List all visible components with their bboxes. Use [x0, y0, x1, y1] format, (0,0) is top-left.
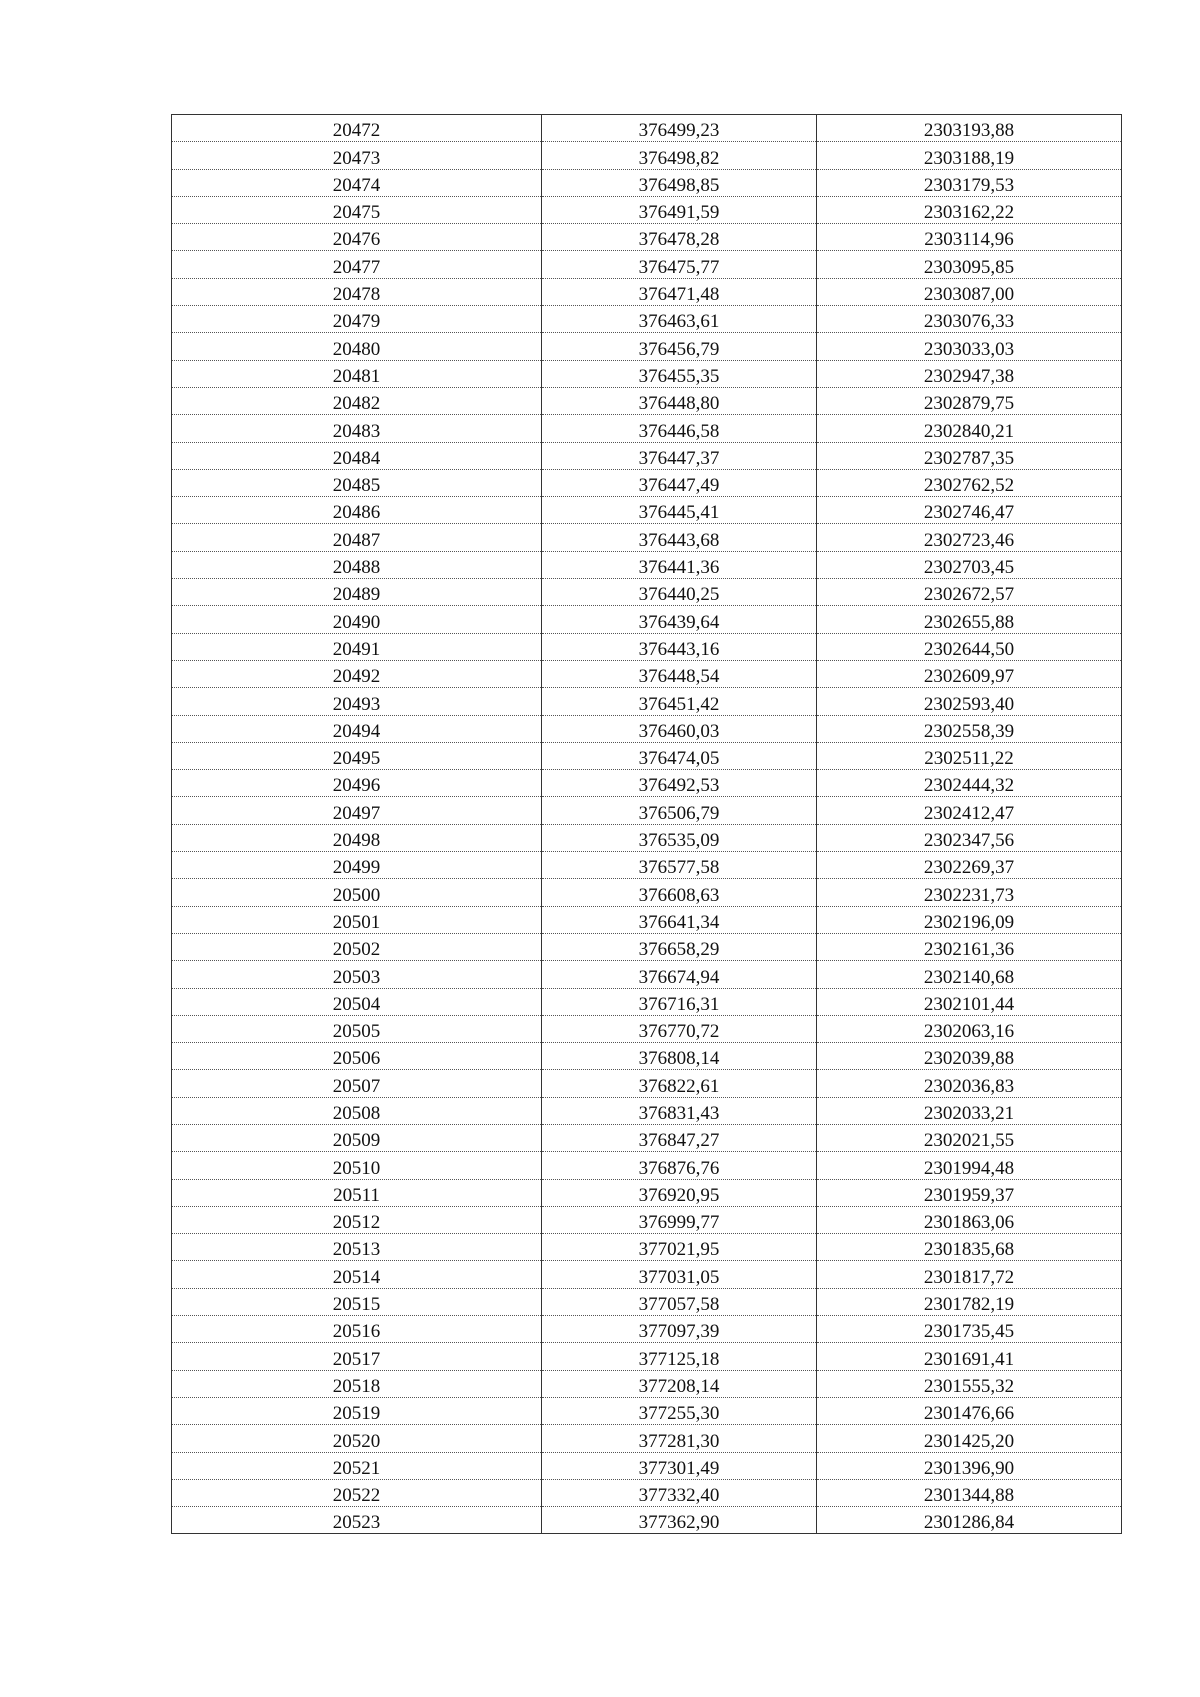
table-row [172, 415, 1122, 442]
x-coordinate-cell: 376440,25 [542, 579, 817, 606]
table-row [172, 1015, 1122, 1042]
x-coordinate-cell: 376439,64 [542, 606, 817, 633]
point-number-cell: 20522 [172, 1479, 542, 1506]
y-coordinate-cell: 2302347,56 [817, 824, 1122, 851]
point-number-cell: 20476 [172, 224, 542, 251]
y-coordinate-cell: 2302746,47 [817, 497, 1122, 524]
y-coordinate-cell: 2301555,32 [817, 1370, 1122, 1397]
x-coordinate-cell: 376847,27 [542, 1124, 817, 1151]
point-number-cell: 20509 [172, 1124, 542, 1151]
y-coordinate-cell: 2302140,68 [817, 961, 1122, 988]
point-number-cell: 20513 [172, 1234, 542, 1261]
y-coordinate-cell: 2302593,40 [817, 688, 1122, 715]
table-row [172, 906, 1122, 933]
x-coordinate-cell: 377031,05 [542, 1261, 817, 1288]
table-row [172, 1370, 1122, 1397]
y-coordinate-cell: 2301476,66 [817, 1397, 1122, 1424]
point-number-cell: 20489 [172, 579, 542, 606]
point-number-cell: 20480 [172, 333, 542, 360]
point-number-cell: 20519 [172, 1397, 542, 1424]
x-coordinate-cell: 376674,94 [542, 961, 817, 988]
point-number-cell: 20478 [172, 278, 542, 305]
y-coordinate-cell: 2301817,72 [817, 1261, 1122, 1288]
table-row [172, 524, 1122, 551]
x-coordinate-cell: 376577,58 [542, 852, 817, 879]
x-coordinate-cell: 376474,05 [542, 742, 817, 769]
table-row [172, 306, 1122, 333]
point-number-cell: 20473 [172, 142, 542, 169]
point-number-cell: 20483 [172, 415, 542, 442]
y-coordinate-cell: 2301425,20 [817, 1425, 1122, 1452]
table-row [172, 879, 1122, 906]
table-row [172, 115, 1122, 142]
table-row [172, 852, 1122, 879]
y-coordinate-cell: 2301735,45 [817, 1316, 1122, 1343]
table-row [172, 278, 1122, 305]
y-coordinate-cell: 2302161,36 [817, 933, 1122, 960]
table-row [172, 251, 1122, 278]
point-number-cell: 20510 [172, 1152, 542, 1179]
point-number-cell: 20490 [172, 606, 542, 633]
table-row [172, 715, 1122, 742]
x-coordinate-cell: 376658,29 [542, 933, 817, 960]
point-number-cell: 20505 [172, 1015, 542, 1042]
y-coordinate-cell: 2302762,52 [817, 469, 1122, 496]
x-coordinate-cell: 377362,90 [542, 1507, 817, 1534]
table-row [172, 1316, 1122, 1343]
point-number-cell: 20484 [172, 442, 542, 469]
y-coordinate-cell: 2302947,38 [817, 360, 1122, 387]
y-coordinate-cell: 2302269,37 [817, 852, 1122, 879]
y-coordinate-cell: 2302787,35 [817, 442, 1122, 469]
table-row [172, 1070, 1122, 1097]
x-coordinate-cell: 376641,34 [542, 906, 817, 933]
x-coordinate-cell: 376770,72 [542, 1015, 817, 1042]
point-number-cell: 20504 [172, 988, 542, 1015]
table-row [172, 933, 1122, 960]
point-number-cell: 20514 [172, 1261, 542, 1288]
x-coordinate-cell: 376443,16 [542, 633, 817, 660]
y-coordinate-cell: 2302196,09 [817, 906, 1122, 933]
y-coordinate-cell: 2301344,88 [817, 1479, 1122, 1506]
y-coordinate-cell: 2302644,50 [817, 633, 1122, 660]
x-coordinate-cell: 376831,43 [542, 1097, 817, 1124]
y-coordinate-cell: 2301959,37 [817, 1179, 1122, 1206]
x-coordinate-cell: 376478,28 [542, 224, 817, 251]
x-coordinate-cell: 376446,58 [542, 415, 817, 442]
x-coordinate-cell: 377301,49 [542, 1452, 817, 1479]
point-number-cell: 20517 [172, 1343, 542, 1370]
point-number-cell: 20474 [172, 169, 542, 196]
table-row [172, 824, 1122, 851]
y-coordinate-cell: 2303193,88 [817, 115, 1122, 142]
table-row [172, 333, 1122, 360]
x-coordinate-cell: 377097,39 [542, 1316, 817, 1343]
table-row [172, 606, 1122, 633]
point-number-cell: 20482 [172, 387, 542, 414]
x-coordinate-cell: 376492,53 [542, 770, 817, 797]
point-number-cell: 20512 [172, 1206, 542, 1233]
table-row [172, 1206, 1122, 1233]
y-coordinate-cell: 2302879,75 [817, 387, 1122, 414]
y-coordinate-cell: 2302101,44 [817, 988, 1122, 1015]
coordinates-table-body [172, 115, 1122, 1534]
point-number-cell: 20501 [172, 906, 542, 933]
point-number-cell: 20508 [172, 1097, 542, 1124]
y-coordinate-cell: 2302723,46 [817, 524, 1122, 551]
table-row [172, 742, 1122, 769]
x-coordinate-cell: 376506,79 [542, 797, 817, 824]
y-coordinate-cell: 2302703,45 [817, 551, 1122, 578]
table-row [172, 442, 1122, 469]
table-row [172, 551, 1122, 578]
point-number-cell: 20475 [172, 196, 542, 223]
x-coordinate-cell: 376463,61 [542, 306, 817, 333]
point-number-cell: 20493 [172, 688, 542, 715]
x-coordinate-cell: 376443,68 [542, 524, 817, 551]
point-number-cell: 20492 [172, 660, 542, 687]
y-coordinate-cell: 2302021,55 [817, 1124, 1122, 1151]
table-row [172, 387, 1122, 414]
table-row [172, 1179, 1122, 1206]
point-number-cell: 20496 [172, 770, 542, 797]
x-coordinate-cell: 376471,48 [542, 278, 817, 305]
y-coordinate-cell: 2302412,47 [817, 797, 1122, 824]
table-row [172, 797, 1122, 824]
x-coordinate-cell: 376447,49 [542, 469, 817, 496]
x-coordinate-cell: 377125,18 [542, 1343, 817, 1370]
x-coordinate-cell: 376460,03 [542, 715, 817, 742]
point-number-cell: 20503 [172, 961, 542, 988]
x-coordinate-cell: 376535,09 [542, 824, 817, 851]
x-coordinate-cell: 376448,80 [542, 387, 817, 414]
coordinates-table [171, 114, 1122, 1534]
point-number-cell: 20479 [172, 306, 542, 333]
table-row [172, 1261, 1122, 1288]
x-coordinate-cell: 376445,41 [542, 497, 817, 524]
y-coordinate-cell: 2303188,19 [817, 142, 1122, 169]
point-number-cell: 20491 [172, 633, 542, 660]
y-coordinate-cell: 2303162,22 [817, 196, 1122, 223]
table-row [172, 142, 1122, 169]
table-row [172, 1124, 1122, 1151]
y-coordinate-cell: 2301286,84 [817, 1507, 1122, 1534]
table-row [172, 196, 1122, 223]
y-coordinate-cell: 2302840,21 [817, 415, 1122, 442]
table-row [172, 1343, 1122, 1370]
x-coordinate-cell: 376456,79 [542, 333, 817, 360]
table-row [172, 1288, 1122, 1315]
point-number-cell: 20523 [172, 1507, 542, 1534]
y-coordinate-cell: 2303076,33 [817, 306, 1122, 333]
y-coordinate-cell: 2303033,03 [817, 333, 1122, 360]
table-row [172, 1152, 1122, 1179]
point-number-cell: 20481 [172, 360, 542, 387]
x-coordinate-cell: 376920,95 [542, 1179, 817, 1206]
y-coordinate-cell: 2301994,48 [817, 1152, 1122, 1179]
table-row [172, 469, 1122, 496]
point-number-cell: 20486 [172, 497, 542, 524]
y-coordinate-cell: 2302655,88 [817, 606, 1122, 633]
point-number-cell: 20500 [172, 879, 542, 906]
y-coordinate-cell: 2302033,21 [817, 1097, 1122, 1124]
point-number-cell: 20497 [172, 797, 542, 824]
table-row [172, 1043, 1122, 1070]
point-number-cell: 20494 [172, 715, 542, 742]
table-row [172, 497, 1122, 524]
table-row [172, 224, 1122, 251]
x-coordinate-cell: 376448,54 [542, 660, 817, 687]
y-coordinate-cell: 2303095,85 [817, 251, 1122, 278]
table-row [172, 1425, 1122, 1452]
table-row [172, 169, 1122, 196]
x-coordinate-cell: 377281,30 [542, 1425, 817, 1452]
point-number-cell: 20518 [172, 1370, 542, 1397]
y-coordinate-cell: 2302672,57 [817, 579, 1122, 606]
table-row [172, 1479, 1122, 1506]
x-coordinate-cell: 376999,77 [542, 1206, 817, 1233]
point-number-cell: 20477 [172, 251, 542, 278]
table-row [172, 660, 1122, 687]
y-coordinate-cell: 2302609,97 [817, 660, 1122, 687]
x-coordinate-cell: 377332,40 [542, 1479, 817, 1506]
y-coordinate-cell: 2301782,19 [817, 1288, 1122, 1315]
y-coordinate-cell: 2301863,06 [817, 1206, 1122, 1233]
table-row [172, 633, 1122, 660]
x-coordinate-cell: 376491,59 [542, 196, 817, 223]
table-row [172, 1397, 1122, 1424]
x-coordinate-cell: 377021,95 [542, 1234, 817, 1261]
x-coordinate-cell: 376498,85 [542, 169, 817, 196]
x-coordinate-cell: 377255,30 [542, 1397, 817, 1424]
table-row [172, 360, 1122, 387]
table-row [172, 1234, 1122, 1261]
point-number-cell: 20502 [172, 933, 542, 960]
x-coordinate-cell: 376447,37 [542, 442, 817, 469]
point-number-cell: 20495 [172, 742, 542, 769]
y-coordinate-cell: 2302511,22 [817, 742, 1122, 769]
x-coordinate-cell: 376475,77 [542, 251, 817, 278]
x-coordinate-cell: 376499,23 [542, 115, 817, 142]
table-row [172, 770, 1122, 797]
y-coordinate-cell: 2302063,16 [817, 1015, 1122, 1042]
y-coordinate-cell: 2302036,83 [817, 1070, 1122, 1097]
point-number-cell: 20507 [172, 1070, 542, 1097]
y-coordinate-cell: 2302444,32 [817, 770, 1122, 797]
y-coordinate-cell: 2301835,68 [817, 1234, 1122, 1261]
table-row [172, 1507, 1122, 1534]
y-coordinate-cell: 2301691,41 [817, 1343, 1122, 1370]
table-row [172, 688, 1122, 715]
point-number-cell: 20506 [172, 1043, 542, 1070]
x-coordinate-cell: 376876,76 [542, 1152, 817, 1179]
y-coordinate-cell: 2302039,88 [817, 1043, 1122, 1070]
point-number-cell: 20498 [172, 824, 542, 851]
point-number-cell: 20521 [172, 1452, 542, 1479]
point-number-cell: 20487 [172, 524, 542, 551]
y-coordinate-cell: 2303179,53 [817, 169, 1122, 196]
table-row [172, 1097, 1122, 1124]
y-coordinate-cell: 2302558,39 [817, 715, 1122, 742]
y-coordinate-cell: 2302231,73 [817, 879, 1122, 906]
point-number-cell: 20488 [172, 551, 542, 578]
x-coordinate-cell: 376808,14 [542, 1043, 817, 1070]
point-number-cell: 20516 [172, 1316, 542, 1343]
point-number-cell: 20520 [172, 1425, 542, 1452]
point-number-cell: 20499 [172, 852, 542, 879]
x-coordinate-cell: 376451,42 [542, 688, 817, 715]
y-coordinate-cell: 2303087,00 [817, 278, 1122, 305]
table-row [172, 579, 1122, 606]
point-number-cell: 20472 [172, 115, 542, 142]
point-number-cell: 20485 [172, 469, 542, 496]
x-coordinate-cell: 376441,36 [542, 551, 817, 578]
table-row [172, 961, 1122, 988]
point-number-cell: 20511 [172, 1179, 542, 1206]
y-coordinate-cell: 2303114,96 [817, 224, 1122, 251]
table-row [172, 1452, 1122, 1479]
x-coordinate-cell: 376498,82 [542, 142, 817, 169]
x-coordinate-cell: 377208,14 [542, 1370, 817, 1397]
point-number-cell: 20515 [172, 1288, 542, 1315]
x-coordinate-cell: 376608,63 [542, 879, 817, 906]
x-coordinate-cell: 376716,31 [542, 988, 817, 1015]
y-coordinate-cell: 2301396,90 [817, 1452, 1122, 1479]
x-coordinate-cell: 376455,35 [542, 360, 817, 387]
x-coordinate-cell: 376822,61 [542, 1070, 817, 1097]
table-row [172, 988, 1122, 1015]
x-coordinate-cell: 377057,58 [542, 1288, 817, 1315]
